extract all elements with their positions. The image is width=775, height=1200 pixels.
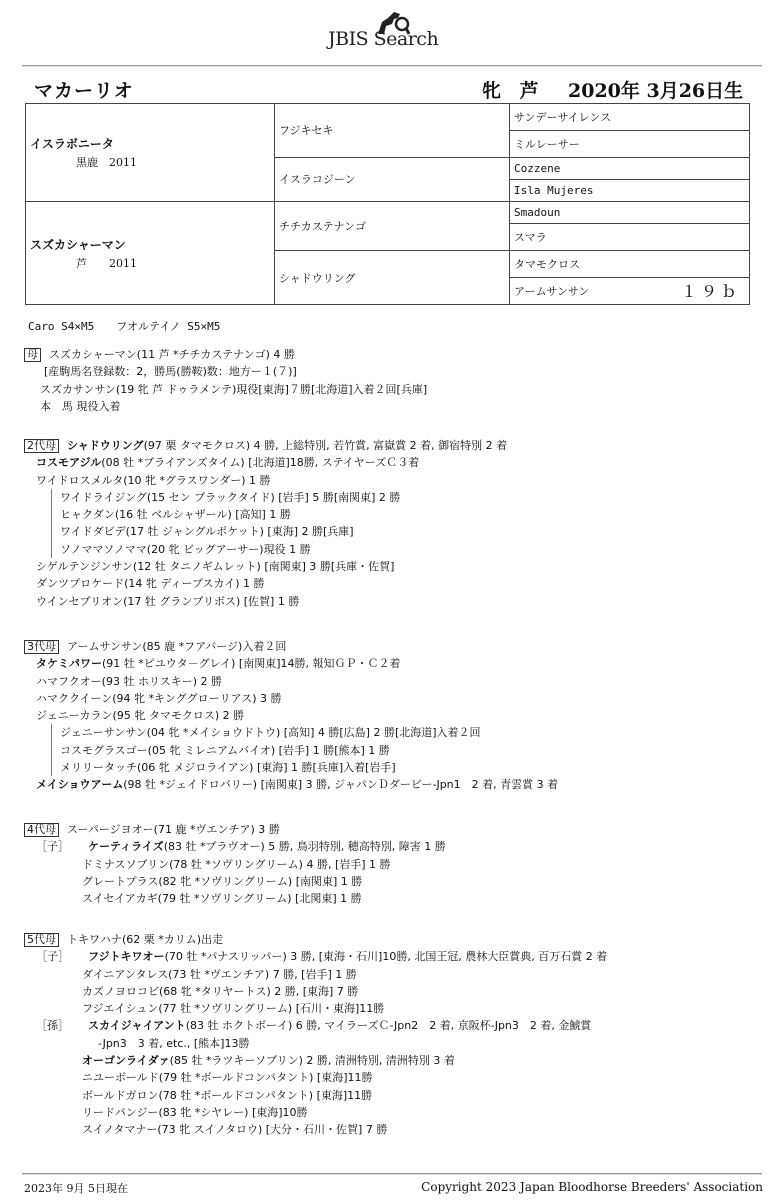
offspring-name-bold: メイショウアーム (36, 778, 124, 792)
sire-color-year: 黒鹿 2011 (76, 156, 137, 170)
offspring-name-bold: フジトキワオー (88, 950, 165, 964)
inbreeding-line: Caro S4×M5 フオルテイノ S5×M5 (28, 320, 221, 333)
offspring-line: カズノヨロコビ(68 牝 *タリヤートス) 2 勝, [東海] 7 勝 (82, 984, 359, 998)
pedigree-dam (26, 202, 275, 305)
dam-line: スズカシャーマン(11 芦 *チチカステナンゴ) 4 勝 (49, 348, 295, 361)
offspring-line: スイノタマナー(73 牝 スイノタロウ) [大分・石川・佐賀] 7 勝 (82, 1123, 388, 1137)
offspring-line: ジェニーカラン(95 牝 タマモクロス) 2 勝 (36, 709, 245, 723)
offspring-line: ハマフクオー(93 牡 ホリスキー) 2 勝 (36, 674, 223, 688)
offspring-line: シゲルテンジンサン(12 牡 タニノギムレット) [南関東] 3 勝[兵庫・佐賀] (36, 560, 395, 574)
offspring-details: (83 牡 ホクトボーイ) 6 勝, マイラーズＣ-Jpn2 2 着, 京阪杯-Jpn3 2 着, 金鯱賞 (185, 1019, 592, 1033)
dam-line: トキワハナ(62 栗 *カリム)出走 (67, 933, 224, 946)
header-divider (22, 65, 762, 67)
pedigree-gen3: アームサンサン (514, 285, 590, 299)
dam-line: スズカサンサン(19 牝 芦 ドゥラメンテ)現役[東海]７勝[北海道]入着２回[兵庫] (40, 382, 428, 396)
offspring-line: リードパンジー(83 牝 *シヤレー) [東海]10勝 (82, 1105, 308, 1119)
copyright: Copyright 2023 Japan Bloodhorse Breeders' Association (421, 1180, 763, 1194)
offspring-line: ソノママソノママ(20 牝 ビッグアーサー)現役 1 勝 (60, 542, 311, 556)
pedigree-gen2: シャドウリング (275, 251, 510, 305)
pedigree-gen3: サンデーサイレンス (510, 104, 750, 131)
as-of-date: 2023年 9月 5日現在 (24, 1182, 128, 1195)
offspring-details: (85 牡 *ラツキーソブリン) 2 勝, 清洲特別, 清洲特別 3 着 (169, 1054, 455, 1068)
offspring-details: (98 牡 *ジェイドロバリー) [南関東] 3 勝, ジャパンＤダービー-Jpn1 2 着, 青雲賞 3 着 (123, 778, 559, 792)
sire-name: イスラボニータ (30, 137, 114, 152)
offspring-line: コスモグラスゴー(05 牝 ミレニアムバイオ) [岩手] 1 勝[熊本] 1 勝 (60, 743, 390, 757)
offspring-line: ドミナスソブリン(78 牡 *ソヴリングリーム) 4 勝, [岩手] 1 勝 (82, 857, 391, 871)
offspring-name-bold: コスモアジル (36, 456, 102, 470)
child-tag: ［子］ (36, 840, 69, 854)
dam-section (24, 346, 764, 415)
pedigree-sire (26, 104, 275, 202)
dam-line: 本 馬 現役入着 (40, 399, 121, 413)
offspring-line: ワイドロスメルタ(10 牝 *グラスワンダー) 1 勝 (36, 473, 271, 487)
horse-birth-date: 2020年 3月26日生 (568, 80, 744, 102)
child-tag: ［子］ (36, 950, 69, 964)
grand-offspring-group (51, 489, 764, 558)
offspring-name-bold: オーゴンライダァ (82, 1054, 170, 1068)
pedigree-table (25, 103, 750, 305)
section-badge: 2代母 (24, 439, 59, 453)
logo-text: JBIS Search (328, 28, 439, 50)
offspring-name-bold: ケーティライズ (88, 840, 164, 854)
dam-line: アームサンサン(85 鹿 *フアバージ)入着２回 (67, 640, 287, 653)
pedigree-gen3: スマラ (510, 224, 750, 251)
pedigree-gen3-last (510, 278, 750, 305)
offspring-details: (70 牡 *パナスリッパー) 3 勝, [東海・石川]10勝, 北国王冠, 農林大臣賞典, 百万石賞 2 着 (164, 950, 608, 964)
offspring-line: ジェニーサンサン(04 牝 *メイショウドトウ) [高知] 4 勝[広島] 2 勝[北海道]入着２回 (60, 726, 481, 740)
offspring-details: (91 牡 *ピユウタ－グレイ) [南関東]14勝, 報知ＧＰ・Ｃ２着 (102, 657, 401, 671)
pedigree-gen3: Cozzene (510, 157, 750, 179)
section-badge: 母 (24, 348, 41, 362)
offspring-line: フジエイシュン(77 牡 *ソヴリングリーム) [石川・東海]11勝 (82, 1002, 385, 1016)
dam-color-year: 芦 2011 (76, 256, 137, 270)
pedigree-gen2: チチカステナンゴ (275, 202, 510, 251)
third-dam-section (24, 638, 764, 794)
dam-line: スーパージヨオー(71 鹿 *ヴエンチア) 3 勝 (67, 823, 280, 836)
grandchild-tag: ［孫］ (36, 1019, 69, 1033)
pedigree-gen3: Isla Mujeres (510, 179, 750, 201)
offspring-name-bold: タケミパワー (36, 657, 102, 671)
dam-name-bold: シャドウリング (67, 439, 144, 452)
fourth-dam-section (24, 821, 764, 907)
offspring-line: ニユーボールド(79 牡 *ボールドコンパタント) [東海]11勝 (82, 1071, 373, 1085)
offspring-line: ワイドダビデ(17 牡 ジャングルポケット) [東海] 2 勝[兵庫] (60, 525, 354, 539)
pedigree-gen2: イスラコジーン (275, 157, 510, 201)
family-number: １９ｂ (680, 282, 741, 301)
offspring-line: スイセイアカギ(79 牡 *ソヴリングリーム) [北関東] 1 勝 (82, 892, 362, 906)
jbis-logo (328, 10, 460, 54)
horse-name: マカーリオ (34, 80, 134, 102)
offspring-line: ダイニアンタレス(73 牡 *ヴエンチア) 7 勝, [岩手] 1 勝 (82, 967, 357, 981)
section-badge: 4代母 (24, 823, 59, 837)
section-badge: 3代母 (24, 640, 59, 654)
fifth-dam-section (24, 931, 764, 1139)
pedigree-gen3: ミルレーサー (510, 130, 750, 157)
grand-offspring-group (51, 724, 764, 776)
offspring-details-cont: -Jpn3 3 着, etc., [熊本]13勝 (98, 1036, 250, 1050)
offspring-line: グレートプラス(82 牝 *ソヴリングリーム) [南関東] 1 勝 (82, 874, 363, 888)
offspring-name-bold: スカイジャイアント (88, 1019, 186, 1033)
pedigree-gen3: タマモクロス (510, 251, 750, 278)
section-badge: 5代母 (24, 933, 59, 947)
offspring-line: ダンツプロケード(14 牝 ディープスカイ) 1 勝 (36, 577, 265, 591)
horse-sex-color: 牝 芦 (482, 80, 545, 102)
second-dam-section (24, 437, 764, 610)
pedigree-gen2: フジキセキ (275, 104, 510, 158)
offspring-line: メリリータッチ(06 牝 メジロライアン) [東海] 1 勝[兵庫]入着[岩手] (60, 761, 396, 775)
footer-divider (22, 1173, 762, 1175)
offspring-line: ボールドガロン(78 牡 *ボールドコンパタント) [東海]11勝 (82, 1088, 373, 1102)
offspring-line: ワイドライジング(15 セン ブラックタイド) [岩手] 5 勝[南関東] 2 勝 (60, 490, 401, 504)
offspring-line: ウインセプリオン(17 牡 グランプリボス) [佐賀] 1 勝 (36, 594, 300, 608)
offspring-line: ハマククイーン(94 牝 *キンググローリアス) 3 勝 (36, 691, 282, 705)
offspring-details: (08 牡 *ブライアンズタイム) [北海道]18勝, ステイヤーズＣ３着 (101, 456, 420, 470)
offspring-line: ヒャクダン(16 牡 ベルシャザール) [高知] 1 勝 (60, 508, 291, 522)
offspring-details: (83 牡 *ブラヴオー) 5 勝, 鳥羽特別, 穂高特別, 障害 1 勝 (163, 840, 446, 854)
dam-name: スズカシャーマン (30, 237, 126, 252)
dam-line: [産駒馬名登録数：2，勝馬(勝鞍)数：地方ー１(７)] (44, 365, 297, 379)
pedigree-gen3: Smadoun (510, 202, 750, 224)
dam-details: (97 栗 タマモクロス) 4 勝, 上総特別, 若竹賞, 富嶽賞 2 着, 御宿特別 2 着 (143, 439, 508, 452)
